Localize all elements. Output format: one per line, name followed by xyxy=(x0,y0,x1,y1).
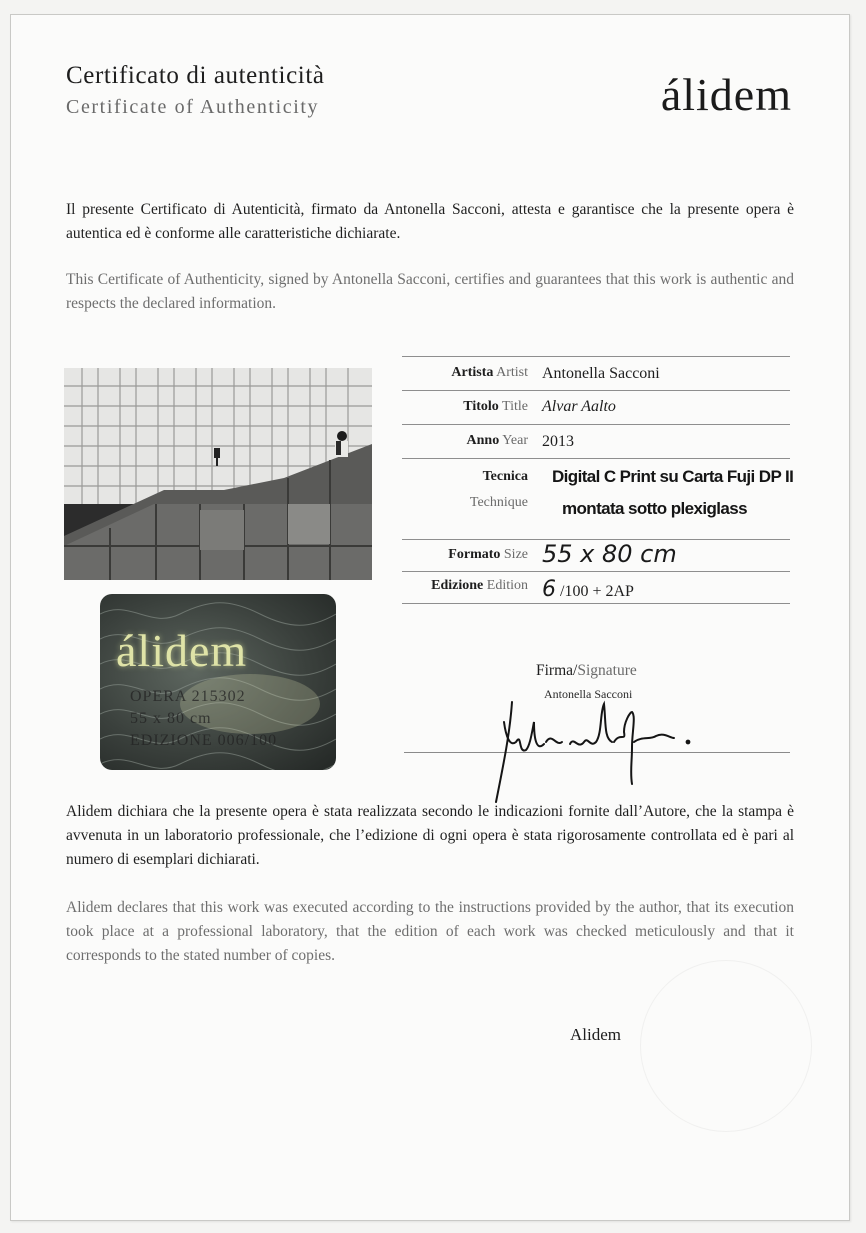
size-value: 55 x 80 cm xyxy=(542,540,677,568)
handwritten-signature xyxy=(474,692,704,812)
alidem-logo: álidem xyxy=(660,69,792,120)
embossed-seal xyxy=(640,960,812,1132)
year-value: 2013 xyxy=(542,433,574,450)
certificate-title-english: Certificate of Authenticity xyxy=(66,96,320,118)
edition-label: Edizione Edition xyxy=(431,578,528,593)
year-row xyxy=(402,424,790,458)
intro-english: This Certificate of Authenticity, signed by Antonella Sacconi, certifies and guarantees that this work is authentic and respects the declared information. xyxy=(66,271,794,312)
year-label: Anno Year xyxy=(466,433,528,448)
edition-number: 6 xyxy=(542,577,556,602)
signer-name: Antonella Sacconi xyxy=(544,687,633,701)
technique-value-line1: Digital C Print su Carta Fuji DP II xyxy=(552,467,794,486)
artist-row xyxy=(402,356,790,390)
hologram-edition: EDIZIONE 006/100 xyxy=(130,732,278,749)
technique-row xyxy=(402,458,794,539)
hologram-opera-number: OPERA 215302 xyxy=(130,688,246,705)
hologram-sticker xyxy=(100,594,336,770)
technique-label-italian: Tecnica xyxy=(482,469,528,484)
declaration-english: Alidem declares that this work was executed according to the instructions provided by the author, that its execution took place at a professional laboratory, that the edition of each work was checked meticulously and that it corresponds to the stated number of copies. xyxy=(66,899,794,964)
edition-row xyxy=(402,571,790,604)
technique-value-line2: montata sotto plexiglass xyxy=(562,499,747,518)
size-row xyxy=(402,539,790,571)
hologram-brand: álidem xyxy=(116,625,248,676)
technique-label-english: Technique xyxy=(469,495,528,510)
signature-label: Firma/Signature xyxy=(536,662,637,679)
artwork-photo xyxy=(64,368,372,580)
size-label: Formato Size xyxy=(448,547,528,562)
artist-label: Artista Artist xyxy=(451,365,528,380)
declaration-italian: Alidem dichiara che la presente opera è stata realizzata secondo le indicazioni fornite dall’Autore, che la stampa è avvenuta in un laboratorio professionale, che l’edizione di ogni opera è stata rigorosamente controllata ed è pari al numero di esemplari dichiarati. xyxy=(66,803,794,868)
title-value: Alvar Aalto xyxy=(542,398,616,415)
title-label: Titolo Title xyxy=(463,399,528,414)
hologram-size: 55 x 80 cm xyxy=(130,710,212,727)
artist-value: Antonella Sacconi xyxy=(542,365,660,382)
issuer-name: Alidem xyxy=(570,1025,621,1044)
title-row xyxy=(402,390,790,424)
intro-italian: Il presente Certificato di Autenticità, firmato da Antonella Sacconi, attesta e garantisce che la presente opera è autentica ed è conforme alle caratteristiche dichiarate. xyxy=(66,201,794,242)
artwork-details-table xyxy=(402,356,794,604)
edition-value: 6 /100 + 2AP xyxy=(542,577,634,602)
certificate-title-italian: Certificato di autenticità xyxy=(66,62,325,89)
